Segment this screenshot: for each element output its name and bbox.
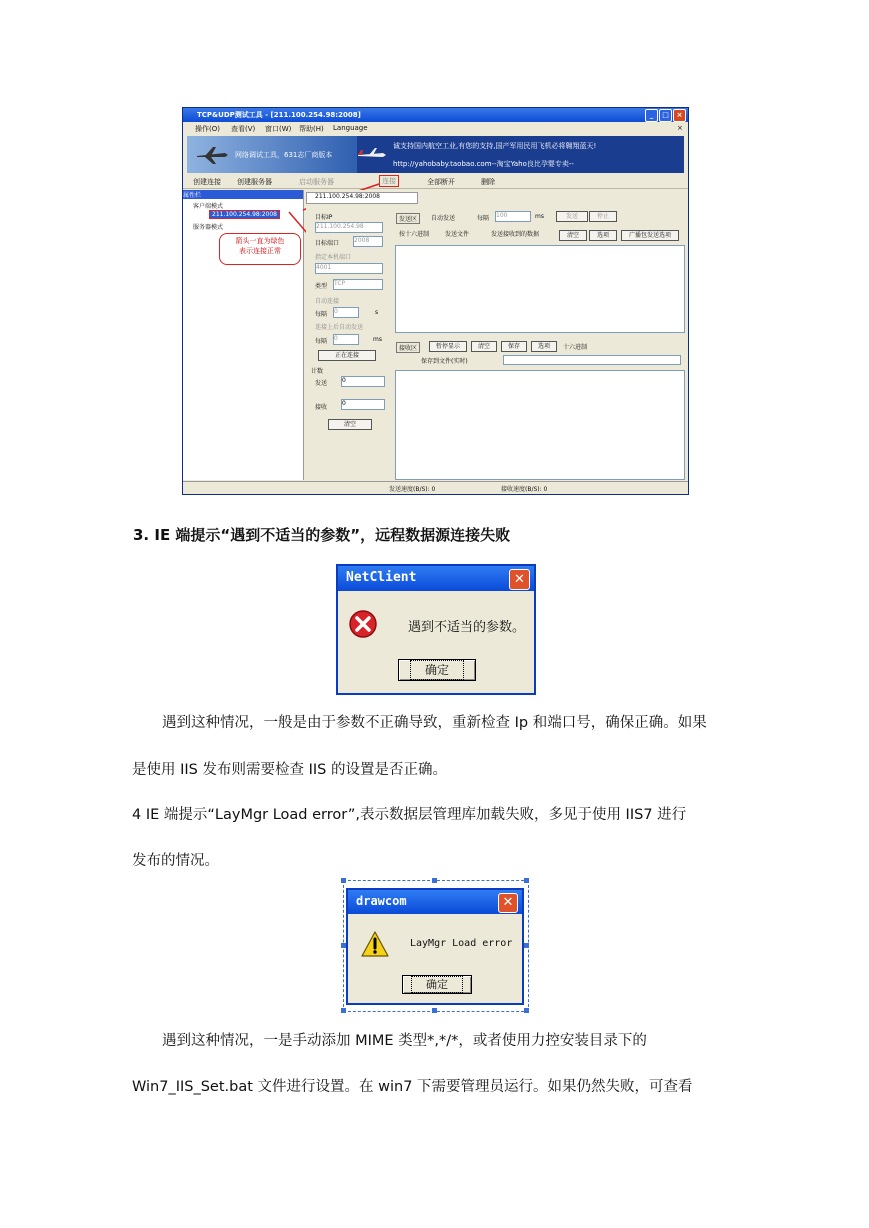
send-every-unit: ms — [535, 213, 544, 220]
auto-send-checkbox[interactable]: 自动发送 — [431, 215, 456, 222]
pause-display-button[interactable]: 暂停显示 — [429, 341, 467, 352]
create-connection-button[interactable]: 创建连接 — [193, 178, 221, 186]
stop-button[interactable]: 停止 — [589, 211, 617, 222]
start-server-button[interactable]: 启动服务器 — [299, 178, 334, 186]
paragraph-2-line-1: 4 IE 端提示“LayMgr Load error”,表示数据层管理库加载失败，多见于使用 IIS7 进行 — [132, 807, 687, 823]
connect-button[interactable]: 连接 — [379, 175, 399, 187]
send-count-label: 发送 — [315, 380, 328, 387]
paragraph-1-line-2: 是使用 IIS 发布则需要检查 IIS 的设置是否正确。 — [132, 762, 447, 778]
menu-close-icon[interactable]: × — [677, 124, 683, 132]
tree-item-client-mode[interactable]: 客户端模式 — [193, 203, 224, 210]
delete-button[interactable]: 删除 — [481, 178, 495, 186]
connection-tab[interactable]: 211.100.254.98:2008 — [306, 192, 418, 204]
tool-menu-bar — [183, 123, 688, 135]
recv-options-button[interactable]: 选项 — [531, 341, 557, 352]
menu-operate[interactable]: 操作(O) — [195, 125, 220, 133]
tool-toolbar — [183, 175, 688, 189]
resize-handle[interactable] — [524, 943, 529, 948]
tree-header: 属性栏 — [183, 190, 303, 199]
connecting-button[interactable]: 正在连接 — [318, 350, 376, 361]
resize-handle[interactable] — [524, 878, 529, 883]
annotation-callout: 箭头一直为绿色 表示连接正常 — [219, 233, 301, 265]
airliner-icon — [357, 146, 387, 164]
section-heading-3: 3. IE 端提示“遇到不适当的参数”，远程数据源连接失败 — [133, 526, 511, 544]
menu-window[interactable]: 窗口(W) — [265, 125, 292, 133]
drawcom-dialog — [346, 888, 524, 1005]
minimize-icon[interactable]: _ — [645, 109, 658, 122]
status-recv-speed: 接收速度(B/S): 0 — [501, 486, 548, 493]
resize-handle[interactable] — [341, 1008, 346, 1013]
paragraph-1-line-1: 遇到这种情况，一般是由于参数不正确导致，重新检查 Ip 和端口号，确保正确。如果 — [162, 715, 707, 731]
tool-window-title: TCP&UDP测试工具 - [211.100.254.98:2008] — [197, 111, 361, 119]
send-every-label: 每隔 — [477, 215, 490, 222]
send-count-field[interactable]: 0 — [341, 376, 385, 387]
interval-field[interactable]: 0 — [333, 307, 359, 318]
target-port-label: 目标端口 — [315, 240, 340, 247]
clear-send-button[interactable]: 清空 — [559, 230, 587, 241]
broadcast-options-button[interactable]: 广播包发送选项 — [621, 230, 679, 241]
ad-banner — [187, 136, 684, 173]
auto-send-on-connect-checkbox[interactable]: 连接上后自动发送 — [315, 324, 364, 331]
type-label: 类型 — [315, 283, 328, 290]
menu-help[interactable]: 帮助(H) — [299, 125, 324, 133]
interval-unit: s — [375, 309, 379, 316]
status-send-speed: 发送速度(B/S): 0 — [389, 486, 436, 493]
save-path-field[interactable] — [503, 355, 681, 365]
close-icon[interactable]: × — [673, 109, 686, 122]
create-server-button[interactable]: 创建服务器 — [237, 178, 272, 186]
banner-right-text-2: http://yahobaby.taobao.com--淘宝Yaho良比孕婴专卖-- — [393, 160, 574, 168]
recv-textarea[interactable] — [395, 370, 685, 480]
drawcom-title-bar — [348, 890, 522, 914]
error-icon — [348, 609, 378, 639]
netclient-title: NetClient — [346, 570, 417, 585]
close-icon[interactable]: ✕ — [498, 893, 518, 913]
netclient-title-bar — [338, 566, 534, 591]
target-ip-field[interactable]: 211.100.254.98 — [315, 222, 383, 233]
send-button[interactable]: 发送 — [556, 211, 588, 222]
send-recv-data-checkbox[interactable]: 发送接收到的数据 — [491, 231, 540, 238]
send-every-field[interactable]: 100 — [495, 211, 531, 222]
resize-handle[interactable] — [524, 1008, 529, 1013]
type-select[interactable]: TCP — [333, 279, 383, 290]
paragraph-3-line-1: 遇到这种情况，一是手动添加 MIME 类型*,*/*，或者使用力控安装目录下的 — [162, 1033, 647, 1049]
jet-icon — [195, 144, 229, 166]
tcp-udp-tool-screenshot — [182, 107, 689, 495]
menu-language[interactable]: Language — [333, 124, 368, 132]
menu-view[interactable]: 查看(V) — [231, 125, 256, 133]
resize-handle[interactable] — [432, 878, 437, 883]
send-area-label: 发送区 — [396, 213, 420, 224]
paragraph-2-line-2: 发布的情况。 — [132, 853, 219, 869]
hex-display-checkbox[interactable]: 十六进制 — [563, 344, 588, 351]
tree-item-connection[interactable]: 211.100.254.98:2008 — [209, 210, 280, 219]
save-button[interactable]: 保存 — [501, 341, 527, 352]
save-to-file-checkbox[interactable]: 保存到文件(实时) — [421, 358, 468, 365]
tool-title-bar — [183, 108, 688, 122]
recv-area-label: 接收区 — [396, 342, 420, 353]
recv-count-label: 接收 — [315, 404, 328, 411]
netclient-message: 遇到不适当的参数。 — [408, 620, 526, 635]
drawcom-message: LayMgr Load error — [410, 938, 513, 949]
auto-connect-checkbox[interactable]: 自动连接 — [315, 298, 340, 305]
hex-send-checkbox[interactable]: 按十六进制 — [399, 231, 430, 238]
send-options-button[interactable]: 选项 — [589, 230, 617, 241]
resize-handle[interactable] — [341, 878, 346, 883]
resize-handle[interactable] — [432, 1008, 437, 1013]
ok-button[interactable]: 确定 — [402, 975, 472, 994]
banner-left-text: 网络调试工具，631志厂商版本 — [235, 151, 333, 159]
send-file-checkbox[interactable]: 发送文件 — [445, 231, 470, 238]
local-port-field[interactable]: 4001 — [315, 263, 383, 274]
ok-button[interactable]: 确定 — [398, 659, 476, 681]
target-port-field[interactable]: 2008 — [353, 236, 383, 247]
target-ip-label: 目标IP — [315, 214, 333, 221]
send-textarea[interactable] — [395, 245, 685, 333]
banner-right-text-1: 诚支持国内航空工业,有您的支持,国产军用民用飞机必将翱翔蓝天! — [393, 142, 597, 150]
interval-label: 每隔 — [315, 311, 328, 318]
warning-icon — [360, 930, 390, 958]
close-icon[interactable]: ✕ — [509, 569, 530, 590]
interval2-unit: ms — [373, 336, 382, 343]
disconnect-all-button[interactable]: 全部断开 — [427, 178, 455, 186]
interval2-label: 每隔 — [315, 338, 328, 345]
tree-item-server-mode[interactable]: 服务器模式 — [193, 224, 224, 231]
interval2-field[interactable]: 0 — [333, 334, 359, 345]
paragraph-3-line-2: Win7_IIS_Set.bat 文件进行设置。在 win7 下需要管理员运行。如果仍然失败，可查看 — [132, 1079, 693, 1095]
netclient-dialog — [336, 564, 536, 695]
local-port-checkbox[interactable]: 指定本机端口 — [315, 254, 352, 261]
clear-recv-button[interactable]: 清空 — [471, 341, 497, 352]
drawcom-title: drawcom — [356, 894, 407, 908]
maximize-icon[interactable]: □ — [659, 109, 672, 122]
count-label: 计数 — [311, 368, 324, 375]
status-bar — [183, 481, 688, 494]
clear-count-button[interactable]: 清空 — [328, 419, 372, 430]
recv-count-field[interactable]: 0 — [341, 399, 385, 410]
